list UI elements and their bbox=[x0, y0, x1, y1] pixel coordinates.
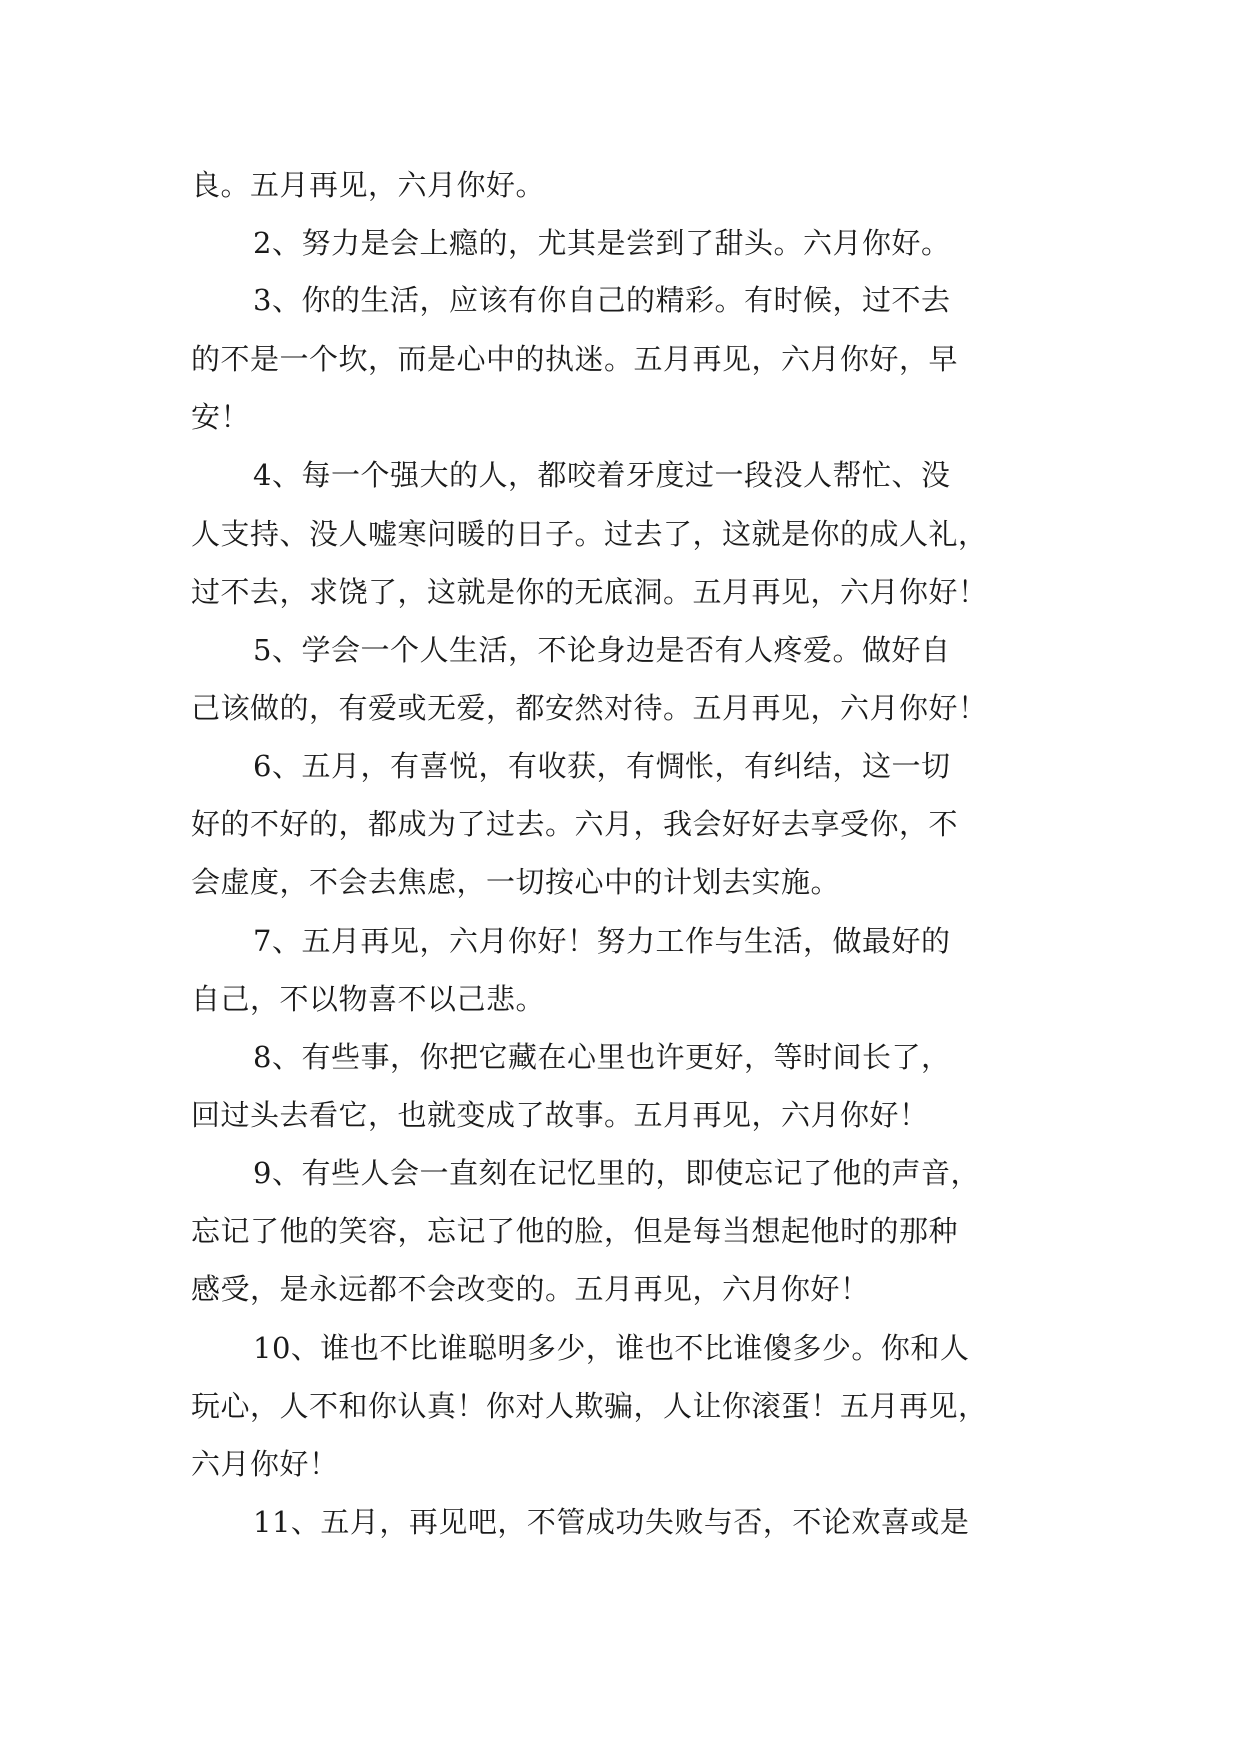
text-line-content: 5、学会一个人生活，不论身边是否有人疼爱。做好自 bbox=[253, 633, 951, 667]
text-line-content: 回过头去看它，也就变成了故事。五月再见，六月你好！ bbox=[191, 1098, 929, 1132]
text-line-content: 安！ bbox=[191, 400, 251, 434]
text-line-content: 3、你的生活，应该有你自己的精彩。有时候，过不去 bbox=[253, 283, 951, 317]
text-line bbox=[0, 737, 1241, 795]
text-line bbox=[0, 1377, 1241, 1435]
text-line bbox=[0, 795, 1241, 853]
text-line bbox=[0, 853, 1241, 911]
text-line bbox=[0, 1493, 1241, 1551]
text-line bbox=[0, 563, 1241, 621]
text-line bbox=[0, 912, 1241, 970]
text-line bbox=[0, 388, 1241, 446]
text-line-content: 2、努力是会上瘾的，尤其是尝到了甜头。六月你好。 bbox=[253, 226, 951, 260]
text-line bbox=[0, 970, 1241, 1028]
text-line bbox=[0, 1086, 1241, 1144]
text-line-content: 的不是一个坎，而是心中的执迷。五月再见，六月你好，早 bbox=[191, 342, 959, 376]
text-line bbox=[0, 330, 1241, 388]
text-line-content: 良。五月再见，六月你好。 bbox=[191, 168, 546, 202]
text-line-content: 8、有些事，你把它藏在心里也许更好，等时间长了， bbox=[253, 1040, 951, 1074]
text-line-content: 会虚度，不会去焦虑，一切按心中的计划去实施。 bbox=[191, 865, 841, 899]
text-line-content: 过不去，求饶了，这就是你的无底洞。五月再见，六月你好！ bbox=[191, 575, 988, 609]
text-line bbox=[0, 621, 1241, 679]
text-line-content: 己该做的，有爱或无爱，都安然对待。五月再见，六月你好！ bbox=[191, 691, 988, 725]
text-line-content: 4、每一个强大的人，都咬着牙度过一段没人帮忙、没 bbox=[253, 458, 951, 492]
text-line-content: 人支持、没人嘘寒问暖的日子。过去了，这就是你的成人礼， bbox=[191, 517, 988, 551]
text-line-content: 11、五月，再见吧，不管成功失败与否，不论欢喜或是 bbox=[253, 1505, 970, 1539]
text-line-content: 7、五月再见，六月你好！努力工作与生活，做最好的 bbox=[253, 924, 951, 958]
text-line-content: 10、谁也不比谁聪明多少，谁也不比谁傻多少。你和人 bbox=[253, 1331, 970, 1365]
text-line bbox=[0, 446, 1241, 504]
text-line bbox=[0, 271, 1241, 329]
text-line-content: 9、有些人会一直刻在记忆里的，即使忘记了他的声音， bbox=[253, 1156, 980, 1190]
text-line bbox=[0, 214, 1241, 272]
text-line-content: 玩心，人不和你认真！你对人欺骗，人让你滚蛋！五月再见， bbox=[191, 1389, 988, 1423]
text-line-content: 6、五月，有喜悦，有收获，有惆怅，有纠结，这一切 bbox=[253, 749, 951, 783]
text-line bbox=[0, 679, 1241, 737]
text-line-content: 感受，是永远都不会改变的。五月再见，六月你好！ bbox=[191, 1272, 870, 1306]
text-line bbox=[0, 1028, 1241, 1086]
text-line-content: 忘记了他的笑容，忘记了他的脸，但是每当想起他时的那种 bbox=[191, 1214, 959, 1248]
text-line bbox=[0, 1435, 1241, 1493]
text-line bbox=[0, 1319, 1241, 1377]
text-line bbox=[0, 156, 1241, 214]
text-line bbox=[0, 1260, 1241, 1318]
text-line bbox=[0, 505, 1241, 563]
text-line bbox=[0, 1202, 1241, 1260]
text-line-content: 好的不好的，都成为了过去。六月，我会好好去享受你，不 bbox=[191, 807, 959, 841]
text-line-content: 六月你好！ bbox=[191, 1447, 339, 1481]
text-line-content: 自己，不以物喜不以己悲。 bbox=[191, 982, 546, 1016]
text-line bbox=[0, 1144, 1241, 1202]
